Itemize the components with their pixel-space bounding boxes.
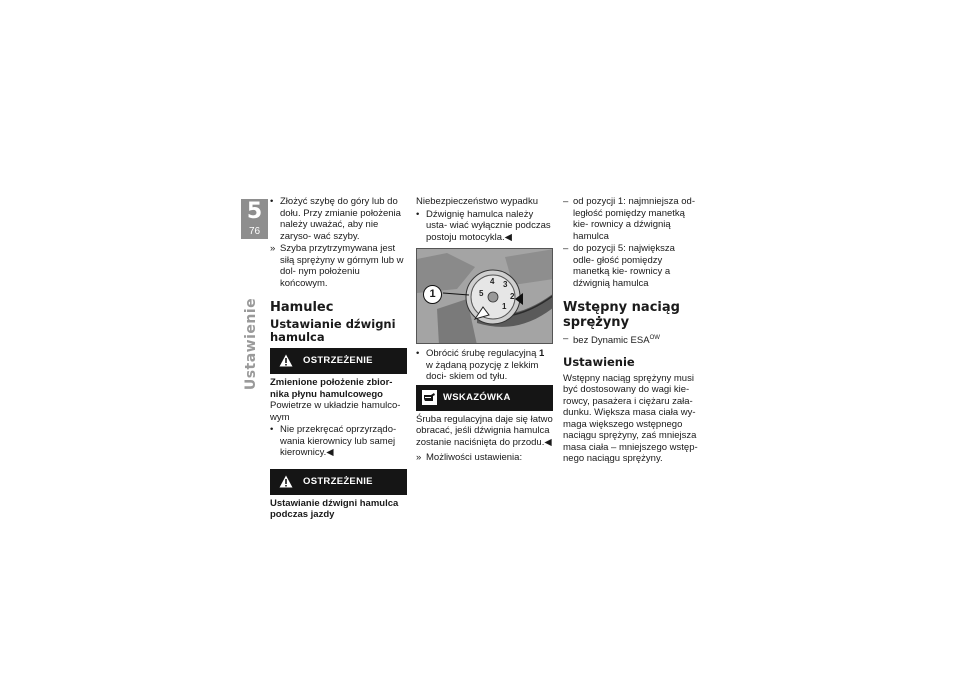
note-text: Śruba regulacyjna daje się łatwo obracać, jeśli dźwignia hamulca zostanie naciśnięta do przodu.◀ bbox=[416, 413, 553, 448]
warning-title: Ustawianie dźwigni hamulca podczas jazdy bbox=[270, 497, 399, 520]
subsection-heading: Ustawienie bbox=[563, 354, 635, 369]
warning-banner bbox=[270, 469, 407, 495]
section-heading: Wstępny naciąg sprężyny bbox=[563, 300, 680, 330]
column-1 bbox=[270, 196, 407, 521]
list-item-text-post: w żądaną pozycję z lekkim doci- skiem od tyłu. bbox=[426, 359, 539, 382]
list-item-text: Możliwości ustawienia: bbox=[426, 452, 523, 463]
chapter-marker bbox=[241, 199, 268, 239]
bullet-marker: • bbox=[270, 196, 274, 207]
warning-triangle-icon bbox=[279, 354, 293, 367]
dial-number: 2 bbox=[510, 292, 515, 301]
dash-marker: – bbox=[563, 196, 569, 207]
list-item bbox=[270, 243, 407, 289]
list-item-text: Dźwignię hamulca należy usta- wiać wyłącznie podczas postoju motocykla.◀ bbox=[426, 208, 551, 243]
subsection-heading: Ustawianie dźwigni hamulca bbox=[270, 317, 396, 344]
option-superscript: OW bbox=[649, 335, 660, 341]
list-item bbox=[270, 424, 407, 459]
side-chapter-label: Ustawienie bbox=[243, 297, 259, 391]
list-item-text-bold: 1 bbox=[539, 348, 545, 359]
option-text: bez Dynamic ESA bbox=[573, 335, 650, 346]
note-banner bbox=[416, 385, 553, 411]
list-item bbox=[416, 209, 553, 244]
warning-banner bbox=[270, 348, 407, 374]
dash-marker: – bbox=[563, 243, 569, 254]
column-3 bbox=[563, 196, 698, 466]
chapter-number: 5 bbox=[246, 199, 263, 224]
list-item bbox=[416, 452, 553, 464]
result-marker: » bbox=[270, 243, 276, 254]
note-label: WSKAZÓWKA bbox=[443, 391, 511, 403]
list-item bbox=[270, 196, 407, 242]
note-hand-icon bbox=[422, 390, 437, 405]
option-item bbox=[563, 333, 698, 347]
list-item-text: od pozycji 1: najmniejsza od- ległość pomiędzy manetką kie- rownicy a dźwignią hamulca bbox=[573, 196, 695, 242]
warning-title: Zmienione położenie zbior- nika płynu hamulcowego bbox=[270, 377, 393, 400]
bullet-marker: • bbox=[416, 348, 420, 359]
body-text: Wstępny naciąg sprężyny musi być dostosowany do wagi kie- rowcy, pasażera i ciężaru zała- dunku. Większa masa ciała wy- maga większego wstępnego naciągu sprężyny, zaś mniejsza masa ciała – mniejszego wstęp- nego naciągu sprężyny. bbox=[563, 372, 698, 464]
list-item-text: Szyba przytrzymywana jest siłą sprężyny w górnym lub w dol- nym położeniu końcowym. bbox=[280, 243, 404, 289]
result-marker: » bbox=[416, 452, 422, 463]
dash-marker: – bbox=[563, 333, 569, 344]
brake-lever-illustration bbox=[416, 248, 553, 344]
column-2 bbox=[416, 196, 553, 465]
warning-text: Powietrze w układzie hamulco- wym bbox=[270, 400, 401, 423]
warning-label: OSTRZEŻENIE bbox=[303, 355, 373, 366]
list-item-text-pre: Obrócić śrubę regulacyjną bbox=[426, 348, 539, 359]
dial-number: 5 bbox=[479, 289, 484, 298]
list-item-text: Złożyć szybę do góry lub do dołu. Przy zmianie położenia należy uważać, aby nie zaryso- wać szyby. bbox=[280, 196, 401, 242]
bullet-marker: • bbox=[416, 208, 420, 220]
figure-callout: 1 bbox=[423, 285, 442, 304]
warning-triangle-icon bbox=[279, 475, 293, 488]
warning-consequence: Niebezpieczeństwo wypadku bbox=[416, 196, 538, 207]
page-number: 76 bbox=[248, 226, 261, 237]
list-item-text: Nie przekręcać oprzyrządo- wania kierownicy lub samej kierownicy.◀ bbox=[280, 424, 397, 458]
list-item bbox=[416, 348, 553, 383]
section-heading: Hamulec bbox=[270, 300, 334, 315]
bullet-marker: • bbox=[270, 424, 274, 435]
list-item bbox=[563, 243, 698, 289]
dial-number: 4 bbox=[490, 277, 495, 286]
warning-label: OSTRZEŻENIE bbox=[303, 475, 373, 487]
dial-number: 1 bbox=[502, 302, 507, 311]
list-item bbox=[563, 196, 698, 242]
list-item-text: do pozycji 5: największa odle- głość pomiędzy manetką kie- rownicy a dźwignią hamulca bbox=[573, 243, 675, 289]
dial-number: 3 bbox=[503, 280, 508, 289]
